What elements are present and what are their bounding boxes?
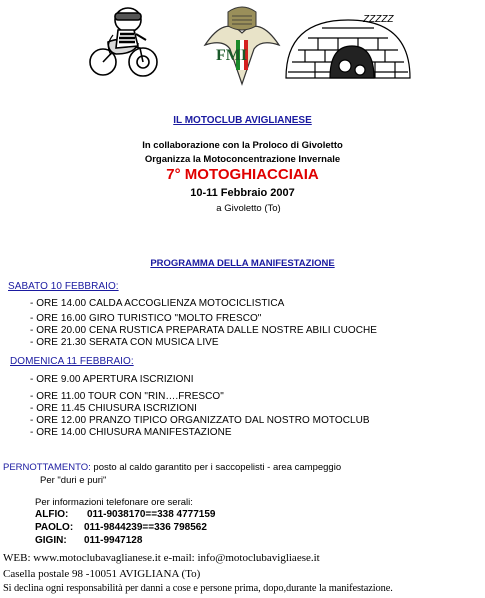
organizes-text: Organizza la Motoconcentrazione Invernale	[144, 154, 341, 165]
program-heading-row	[0, 253, 485, 271]
saturday-item: - ORE 21.30 SERATA CON MUSICA LIVE	[30, 337, 219, 348]
biker-cartoon-icon	[90, 8, 157, 76]
program-heading: PROGRAMMA DELLA MANIFESTAZIONE	[150, 258, 335, 269]
contact-row	[35, 509, 215, 520]
club-link-row	[0, 110, 485, 128]
saturday-item: - ORE 14.00 CALDA ACCOGLIENZA MOTOCICLISTICA	[30, 298, 285, 309]
contacts-intro: Per informazioni telefonare ore serali:	[35, 497, 193, 508]
contact-phone: 011-9947128	[84, 535, 143, 546]
event-title: 7° MOTOGHIACCIAIA	[166, 166, 319, 183]
contact-name: PAOLO:	[35, 522, 74, 533]
sunday-item: - ORE 12.00 PRANZO TIPICO ORGANIZZATO DAL NOSTRO MOTOCLUB	[30, 415, 370, 426]
header-illustrations	[0, 0, 485, 95]
sunday-item: - ORE 11.45 CHIUSURA ISCRIZIONI	[30, 403, 197, 414]
contact-phone: 011-9844239==336 798562	[84, 522, 207, 533]
logo-text: FMI	[216, 47, 248, 64]
footer-address: Casella postale 98 -10051 AVIGLIANA (To)	[3, 568, 201, 580]
overnight-line	[3, 462, 341, 473]
sunday-item: - ORE 14.00 CHIUSURA MANIFESTAZIONE	[30, 427, 232, 438]
fmi-logo-icon	[205, 7, 279, 84]
footer-disclaimer: Si declina ogni responsabilità per danni a cose e persone prima, dopo,durante la manifestazione.	[3, 583, 393, 594]
snore-text: ZZZZZ	[363, 14, 394, 25]
saturday-item: - ORE 20.00 CENA RUSTICA PREPARATA DALLE NOSTRE ABILI CUOCHE	[30, 325, 377, 336]
event-place: a Givoletto (To)	[216, 203, 281, 214]
overnight-label: PERNOTTAMENTO:	[3, 462, 91, 473]
contact-name: GIGIN:	[35, 535, 67, 546]
sunday-label: DOMENICA 11 FEBBRAIO:	[10, 356, 134, 367]
contact-name: ALFIO:	[35, 509, 69, 520]
saturday-item: - ORE 16.00 GIRO TURISTICO "MOLTO FRESCO"	[30, 313, 262, 324]
igloo-cartoon-icon	[286, 14, 410, 78]
contact-row	[35, 535, 142, 546]
footer-web: WEB: www.motoclubavaglianese.it e-mail: info@motoclubavigliaese.it	[3, 552, 320, 564]
contact-row	[35, 522, 207, 533]
collab-text: In collaborazione con la Proloco di Givoletto	[142, 140, 343, 151]
sunday-item: - ORE 9.00 APERTURA ISCRIZIONI	[30, 374, 194, 385]
contact-phone: 011-9038170==338 4777159	[87, 509, 216, 520]
club-link[interactable]: IL MOTOCLUB AVIGLIANESE	[173, 115, 312, 126]
sunday-item: - ORE 11.00 TOUR CON "RIN….FRESCO"	[30, 391, 224, 402]
overnight-text: posto al caldo garantito per i saccopelisti - area campeggio	[90, 462, 342, 473]
overnight-text2: Per "duri e puri"	[40, 475, 107, 486]
saturday-label: SABATO 10 FEBBRAIO:	[8, 281, 119, 292]
event-dates: 10-11 Febbraio 2007	[190, 187, 295, 199]
